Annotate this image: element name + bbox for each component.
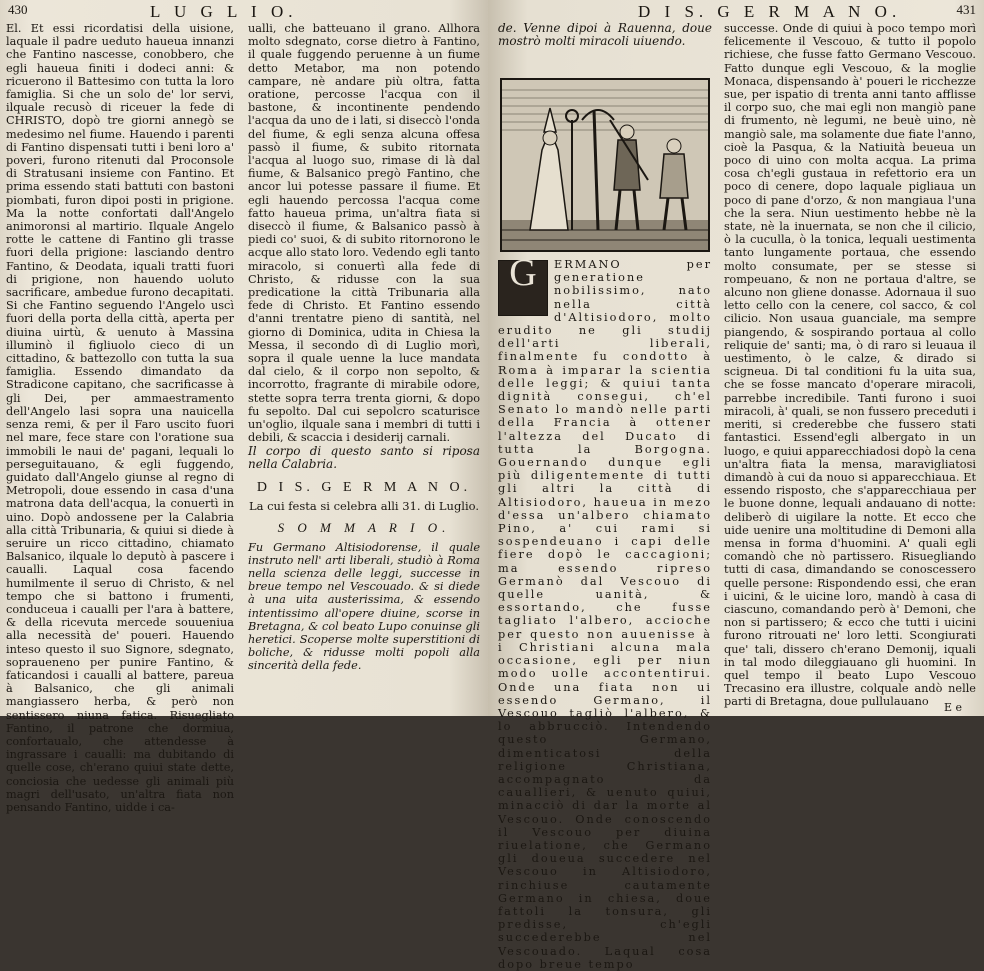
paragraph: ERMANO per generatione nobilissimo, nato nella città d'Altisiodoro, molto erudito ne gli studij dell'arti liberali, finalmente fu condotto à Roma à imparar la scientia delle leggi; & quiui tanta dignità consegui, ch'el Senato lo mandò nelle parti della Francia à ottener l'altezza del Ducato di tutta la Borgogna. Gouernando dunque egli più diligentemente di tutti gli altri la città di Altisiodoro, haueua in mezo d'essa un'albero chiamato Pino, a' cui rami si sospendeuano i capi delle fiere dopò le caccagioni; ma essendo ripreso Germanò dal Vescouo di quelle uanità, & essortando, che fusse tagliato l'albero, accioche per questo non auuenisse à i Christiani alcuna mala occasione, egli per niun modo uolle accontentirui. Onde una fiata non ui essendo Germano, il Vescouo tagliò l'albero, & lo abbrucciò. Intendendo questo Germano, dimenticatosi della religione Christiana, accompagnato da cauallieri, & uenuto quiui, minacciò di dar la morte al Vescouo. Onde conoscendo il Vescouo per diuina riuelatione, che Germano gli doueua succedere nel Vescouo in Altisiodoro, rinchiuse cautamente Germano in chiesa, doue fattoli la tonsura, gli predisse, ch'egli succederebbe nel Vescouado. Laqual cosa dopo breue tempo bbox=[498, 258, 712, 971]
left-page bbox=[0, 0, 488, 814]
page-number: 431 bbox=[956, 2, 976, 17]
woodcut-image bbox=[502, 80, 708, 250]
running-head: D I S. G E R M A N O. bbox=[638, 2, 902, 21]
sommario-continuation: de. Venne dipoi à Rauenna, doue mostrò molti miracoli uiuendo. bbox=[498, 21, 712, 49]
running-head: L U G L I O. bbox=[150, 2, 298, 21]
catchword: E e bbox=[943, 701, 962, 714]
sommario-text: Fu Germano Altisiodorense, il quale instruto nell' arti liberali, studiò à Roma nella scienza delle leggi, successe in breue tempo nel Vescouado. & si diede à una uita austerissima, & essendo intentissimo all'opere diuine, scorse in Bretagna, & col beato Lupo conuinse gli heretici. Scoperse molte superstitioni di boliche, & ridusse molti popoli alla sincerità della fede. bbox=[248, 540, 480, 673]
left-column-2 bbox=[248, 22, 480, 716]
right-column-1-body bbox=[498, 252, 712, 971]
section-title: D I S. G E R M A N O. bbox=[256, 479, 472, 495]
right-page-header bbox=[488, 2, 984, 22]
paragraph: ualli, che batteuano il grano. Allhora molto sdegnato, corse dietro à Fantino, il quale fuggendo peruenne à un fiume detto Metabor, ma non potendo campare, nè andare più oltra, fatta oratione, percosse l'acqua con il bastone, & incontinente pendendo l'acqua da uno de i lati, si diseccò l'onda del fiume, & egli senza alcuna offesa passò il fiume, & subito ritornata l'acqua al luogo suo, rimase di là dal fiume, & Balsanico pregò Fantino, che ancor lui potesse passare il fiume. Et egli hauendo percossa l'acqua come fatto haueua prima, un'altra fiata si diseccò il fiume, & Balsanico passò à piedi co' suoi, & di subito ritornorono le acque allo stato loro. Vedendo egli tanto miracolo, si conuertì alla fede di Christo, & ridusse con la sua predicatione la città Tribunaria alla fede di Christo. Et Fantino essendo d'anni trentatre pieno di santità, nel giorno di Dominica, udita in Chiesa la Messa, il secondo dì di Luglio morì, sopra il quale uenne la luce mandata dal cielo, & il corpo non sepolto, & incorrotto, fragrante di mirabile odore, stette sopra terra trenta giorni, & dopo fu sepolto. Dal cui sepolcro scaturisce un'oglio, ilquale sana i membri di tutti i debili, & scaccia i desiderij carnali. bbox=[248, 22, 480, 445]
feast-day: La cui festa si celebra alli 31. di Luglio. bbox=[248, 499, 480, 514]
initial-letter: G bbox=[509, 252, 537, 294]
woodcut-illustration bbox=[500, 78, 710, 252]
right-column-2 bbox=[724, 22, 976, 716]
right-page bbox=[488, 0, 984, 971]
paragraph: El. Et essi ricordatisi della uisione, laquale il padre ueduto haueua innanzi che Fantino nascesse, conobbero, che egli haueua finiti i dodeci anni: & ricuerono il Battesimo con tutta la loro famiglia. Si che un solo de' lor servi, ilquale recusò di riceuer la fede di CHRISTO, dopò tre giorni annegò se medesimo nel fiume. Hauendo i parenti di Fantino dispensati tutti i beni loro a' poveri, furono ritenuti dal Proconsole di Stratusani insieme con Fantino. Et prima essendo stati battuti con bastoni piombati, furon dipoi posti in prigione. Ma la notte confortati dall'Angelo animoronsi al martirio. Ilquale Angelo rotte le cattene di Fantino gli trasse fuori della prigione: lasciando dentro Fantino, & Deodata, iquali tratti fuori di prigione, non hauendo uoluto sacrificare, ambedue furono decapitati. Si che Fantino seguendo l'Angelo uscì fuori della porta della città, aperta per diuina uirtù, & uenuto à Massina illuminò il figliuolo cieco di un cittadino, & battezollo con tutta la sua famiglia. Essendo dimandato da Stradicone capitano, che sacrificasse à gli Dei, per ammaestramento dell'Angelo lasi sopra una nauicella senza remi, & per il Faro uscito fuori nel mare, fece stare con l'oratione sua immobili le naui de' pagani, lequali lo perseguitauano, & egli fuggendo, guidato dall'Angelo giunse al regno di Metropoli, doue essendo in casa d'una matrona data dell'acqua, la conuertì in uino. Dopò andossene per la Calabria alla città Tribunaria, & quiui si diede à seruire un ricco cittadino, chiamato Balsanico, ilquale lo deputò à pascere i caualli. Laqual cosa facendo humilmente il seruo di Christo, & nel tempo che si battono i frumenti, conduceua i caualli per l'ara à battere, & della ricevuta mercede souueniua alla necessità de' poueri. Hauendo inteso questo il suo Signore, sdegnato, sopraueneno per punire Fantino, & faticandosi i caualli al battere, pareua à Balsanico, che gli animali mangiassero herba, & però non sentissero niuna fatica. Risuegliato Fantino, il patrone che dormiua, confortaualo, che attendesse à ingrassare i caualli: ma dubitando di quelle cose, ch'erano quiui state dette, conciosia che uedesse gli animali più magri dell'usato, un'altra fiata non pensando Fantino, uidde i ca- bbox=[6, 22, 234, 814]
left-column-1 bbox=[6, 22, 234, 814]
page-number: 430 bbox=[8, 2, 28, 17]
sommario-title: S O M M A R I O. bbox=[277, 520, 451, 536]
left-page-header bbox=[0, 2, 488, 22]
relic-note: Il corpo di questo santo si riposa nella Calabria. bbox=[248, 443, 480, 471]
decorated-initial bbox=[498, 252, 548, 316]
paragraph: successe. Onde di quiui à poco tempo morì felicemente il Vescouo, & tutto il popolo richiese, che fusse fatto Germano Vescouo. Fatto dunque egli Vescouo, & la moglie Monaca, dispensando à' poueri le ricchezze sue, per ispatio di trenta anni tanto afflisse il corpo suo, che mai egli non mangiò pane di frumento, nè legumi, ne beuè uino, nè mangiò sale, ma solamente due fiate l'anno, cioè la Pasqua, & la Natiuità beueua un poco di uino con molta acqua. La prima cosa ch'egli gustaua in refettorio era un poco di cenere, dopo laquale pigliaua un poco di pane d'orzo, & non mangiaua l'una che la sera. Niun uestimento hebbe nè la state, nè la inuernata, se non che il cilicio, ò la cuculla, ò la tonica, lequali uestimenta tanto lungamente portaua, che essendo molto consumate, per se stesse si rompeuano, & non ne portaua d'altre, se alcuno non gliene donasse. Adornaua il suo letto cello con la cenere, col sacco, & col cilicio. Non usaua guanciale, ma sempre piangendo, & sospirando portaua al collo reliquie de' santi; ma, ò di raro si leuaua il uestimento, ò le calze, & dirado si scigneua. Di tal conditioni fu la uita sua, che se fosse mancato d'operare miracoli, parrebbe incredibile. Tanti furono i suoi miracoli, à' quali, se non fussero preceduti i meriti, si crederebbe che fussero stati fantastici. Essend'egli albergato in un luogo, e quiui apparecchiadosi dopò la cena un'altra fiata la mensa, maravigliatosi dimandò à cui da nouo si apparecchiaua. Et essendo risposto, che s'apparecchiaua per le buone donne, lequali andauano di notte: deliberò di uigilare la notte. Et ecco che uide uenire una moltitudine di Demoni alla mensa in forma d'huomini. A' quali egli comandò che nò partissero. Risuegliando tutti di casa, dimandando se conoscessero quelle persone: Rispondendo essi, che eran i uicini, & le uicine loro, mandò à casa di ciascuno, comandando però à' Demoni, che non si partissero; & ecco che tutti i uicini furono ritrouati ne' loro letti. Scongiurati que' tali, dissero ch'erano Demonij, iquali in tal modo dileggiauano gli huomini. In quel tempo il beato Lupo Vescouo Trecasino era illustre, colquale andò nelle parti di Bretagna, doue pullulauano bbox=[724, 22, 976, 709]
